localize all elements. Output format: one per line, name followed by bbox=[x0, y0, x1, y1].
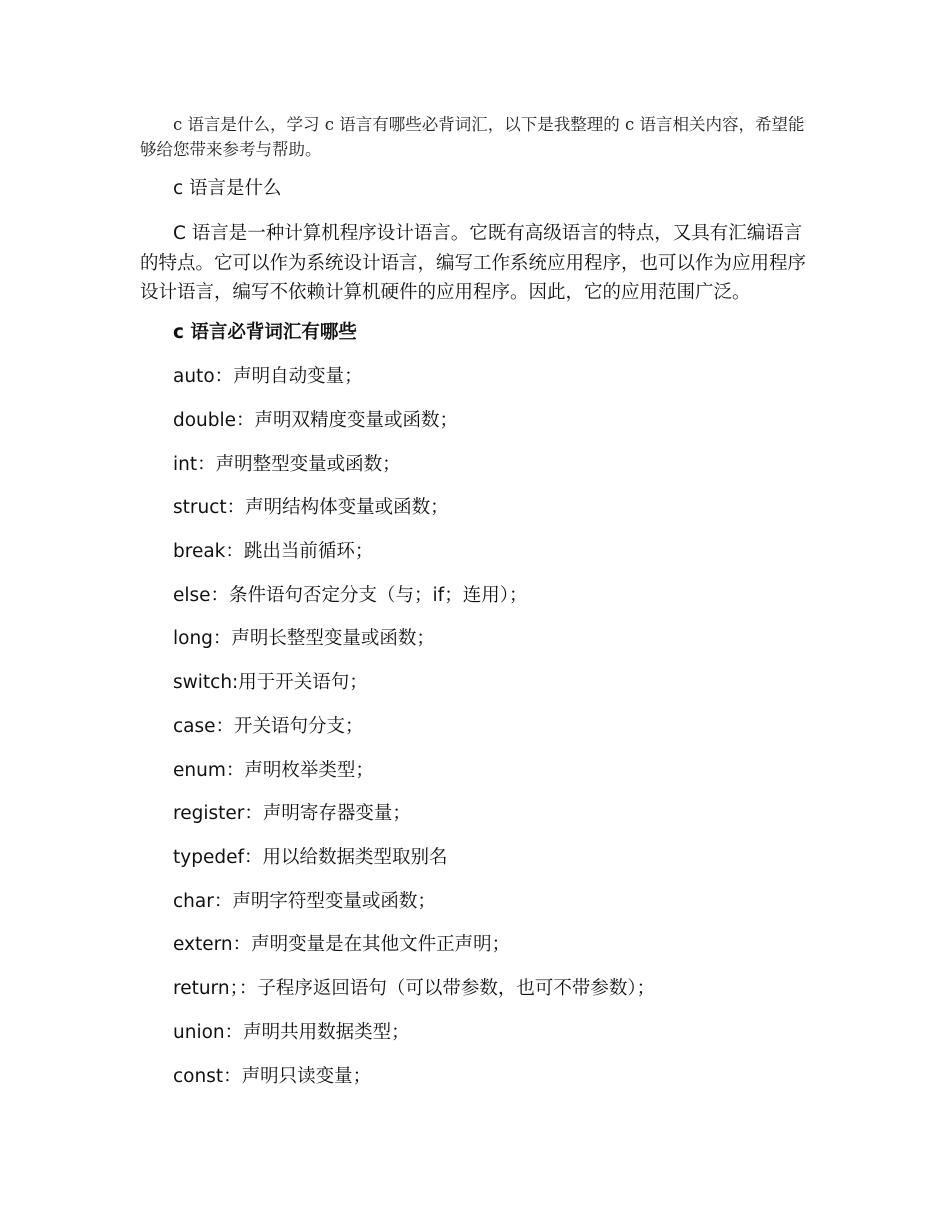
vocab-item: return；：子程序返回语句（可以带参数，也可不带参数）； bbox=[173, 978, 656, 999]
vocab-item: double：声明双精度变量或函数； bbox=[173, 410, 459, 431]
vocab-item: break：跳出当前循环； bbox=[173, 541, 374, 562]
section-body-what-is-c: C 语言是一种计算机程序设计语言。它既有高级语言的特点，又具有汇编语言的特点。它可以作为系统设计语言，编写工作系统应用程序，也可以作为应用程序设计语言，编写不依赖计算机硬件的应用程序。因此，它的应用范围广泛。 bbox=[140, 223, 807, 303]
vocab-item: register：声明寄存器变量； bbox=[173, 803, 411, 824]
vocab-item: else：条件语句否定分支（与；if；连用）； bbox=[173, 585, 528, 606]
vocab-item: char：声明字符型变量或函数； bbox=[173, 891, 436, 912]
vocab-item: enum：声明枚举类型； bbox=[173, 760, 374, 781]
vocab-item: case：开关语句分支； bbox=[173, 716, 364, 737]
vocab-item: switch:用于开关语句； bbox=[173, 672, 368, 693]
vocab-item: long：声明长整型变量或函数； bbox=[173, 628, 435, 649]
section-heading-vocab: c 语言必背词汇有哪些 bbox=[173, 322, 357, 343]
vocab-item: auto：声明自动变量； bbox=[173, 366, 363, 387]
vocab-item: int：声明整型变量或函数； bbox=[173, 454, 401, 475]
vocab-item: struct：声明结构体变量或函数； bbox=[173, 497, 449, 518]
vocab-item: typedef：用以给数据类型取别名 bbox=[173, 847, 448, 868]
section-heading-what-is-c: c 语言是什么 bbox=[173, 178, 282, 199]
vocab-item: extern：声明变量是在其他文件正声明； bbox=[173, 934, 511, 955]
vocab-item: const：声明只读变量； bbox=[173, 1066, 372, 1087]
intro-paragraph: c 语言是什么，学习 c 语言有哪些必背词汇，以下是我整理的 c 语言相关内容，希望能够给您带来参考与帮助。 bbox=[140, 115, 805, 159]
vocab-item: union：声明共用数据类型； bbox=[173, 1022, 410, 1043]
